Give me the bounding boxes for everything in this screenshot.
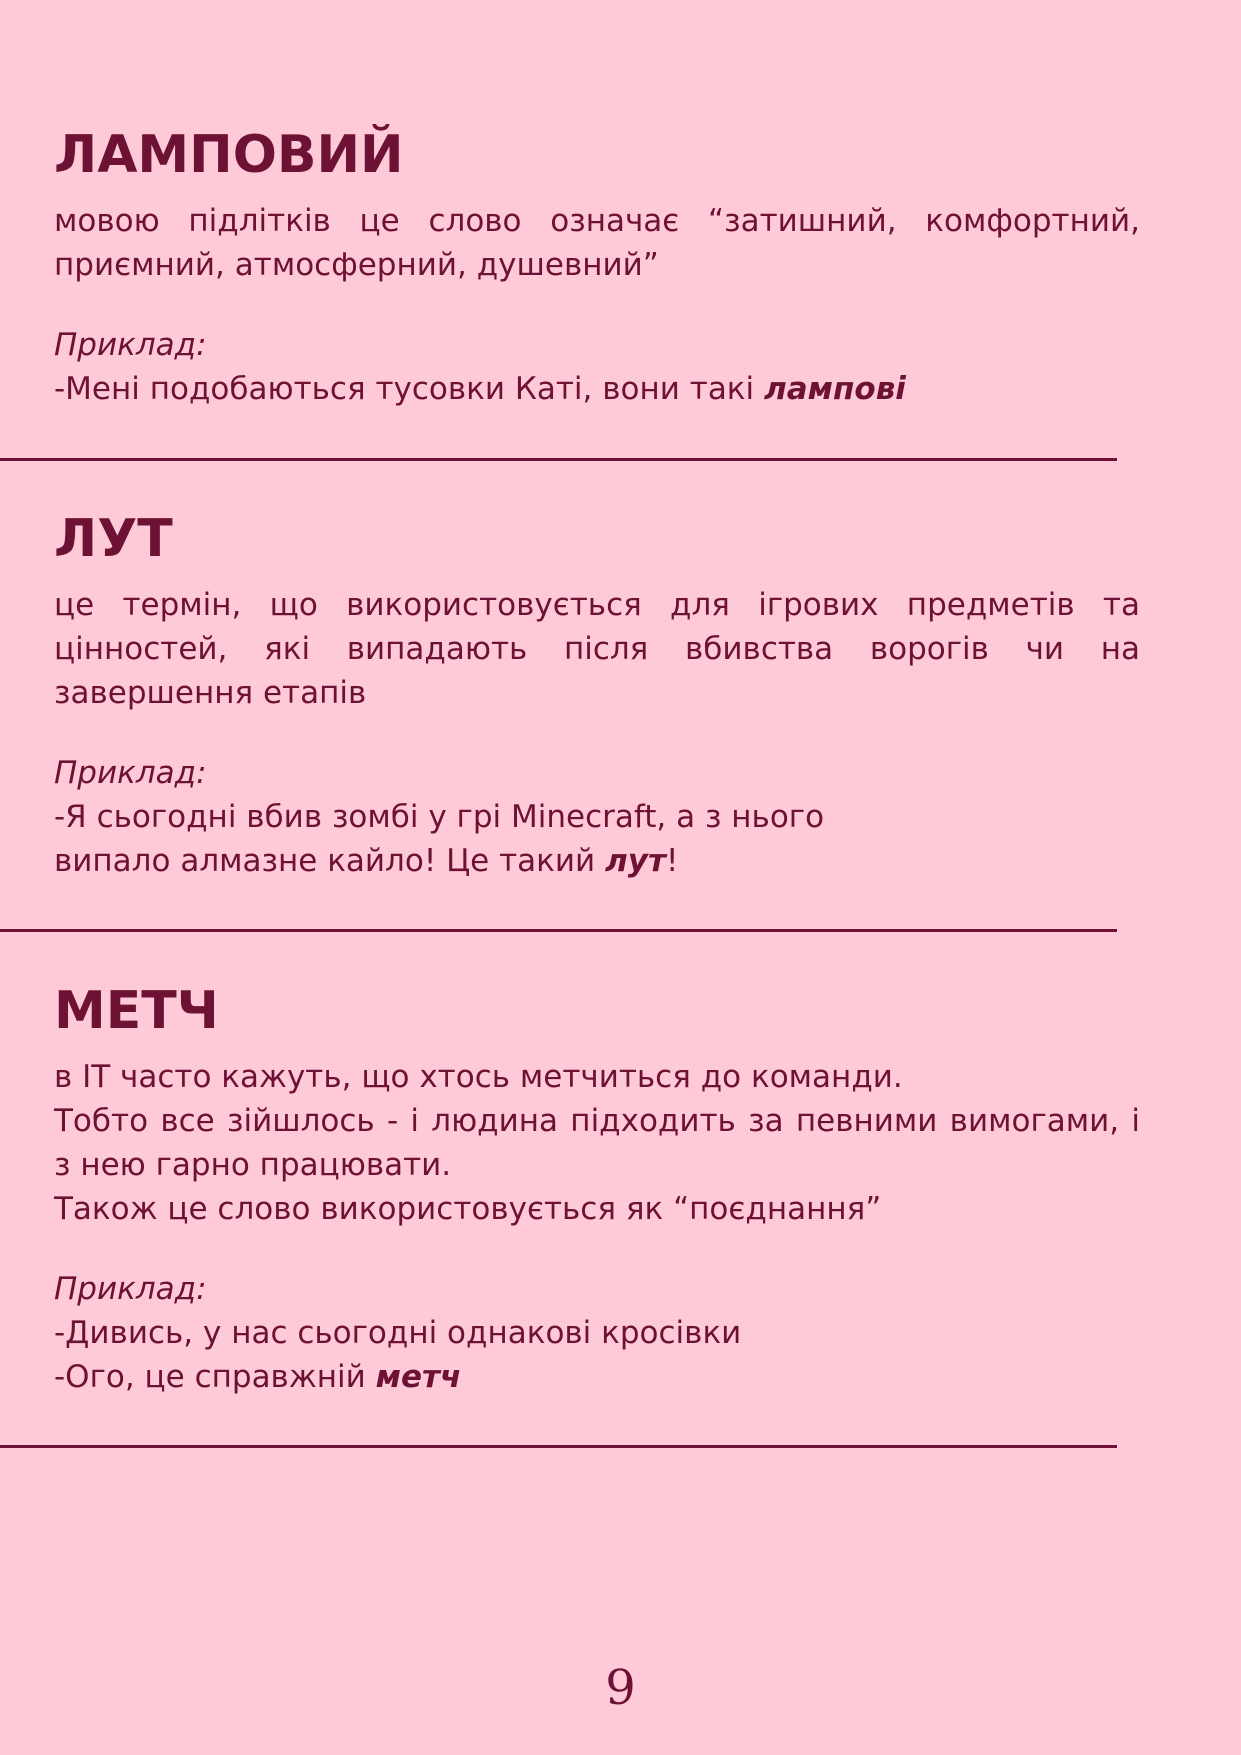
example-text: -Мені подобаються тусовки Каті, вони такі [54, 371, 765, 407]
example-line [54, 1311, 1140, 1355]
term-definition [54, 199, 1140, 287]
definition-line: Також це слово використовується як “поєднання” [54, 1191, 882, 1227]
definition-line: в IT часто кажуть, що хтось метчиться до команди. [54, 1059, 903, 1095]
term-title: ЛУТ [54, 509, 173, 569]
example-text: випало алмазне кайло! Це такий [54, 843, 606, 879]
term-definition [54, 1055, 1140, 1231]
example-highlight: лут [605, 843, 666, 879]
example-line [54, 1355, 1140, 1399]
example-label: Приклад: [54, 1271, 207, 1307]
example-label: Приклад: [54, 755, 207, 791]
definition-line: мовою підлітків це слово означає “затишний, комфортний, приємний, атмосферний, душевний” [54, 203, 1140, 283]
term-title: ЛАМПОВИЙ [54, 125, 404, 185]
page-number: 9 [605, 1660, 636, 1716]
example-line [54, 839, 1140, 883]
example-suffix: ! [665, 843, 679, 879]
term-definition [54, 583, 1140, 715]
entry-lut [54, 509, 1140, 883]
entry-metch [54, 981, 1140, 1399]
entry-lampovyi [54, 125, 1140, 411]
example-label: Приклад: [54, 327, 207, 363]
section-divider [0, 929, 1117, 932]
example-line [54, 367, 1140, 411]
term-title: МЕТЧ [54, 981, 219, 1041]
example-highlight: метч [375, 1359, 462, 1395]
definition-line: Тобто все зійшлось - і людина підходить за певними вимогами, і з нею гарно працювати. [54, 1103, 1140, 1183]
section-divider [0, 458, 1117, 461]
example-text: -Дивись, у нас сьогодні однакові кросівки [54, 1315, 742, 1351]
section-divider [0, 1445, 1117, 1448]
example-highlight: лампові [764, 371, 906, 407]
example-text: -Ого, це справжній [54, 1359, 376, 1395]
example-line [54, 795, 1140, 839]
example-text: -Я сьогодні вбив зомбі у грі Minecraft, а з нього [54, 799, 825, 835]
definition-line: це термін, що використовується для ігрових предметів та цінностей, які випадають після вбивства ворогів чи на завершення етапів [54, 587, 1140, 711]
